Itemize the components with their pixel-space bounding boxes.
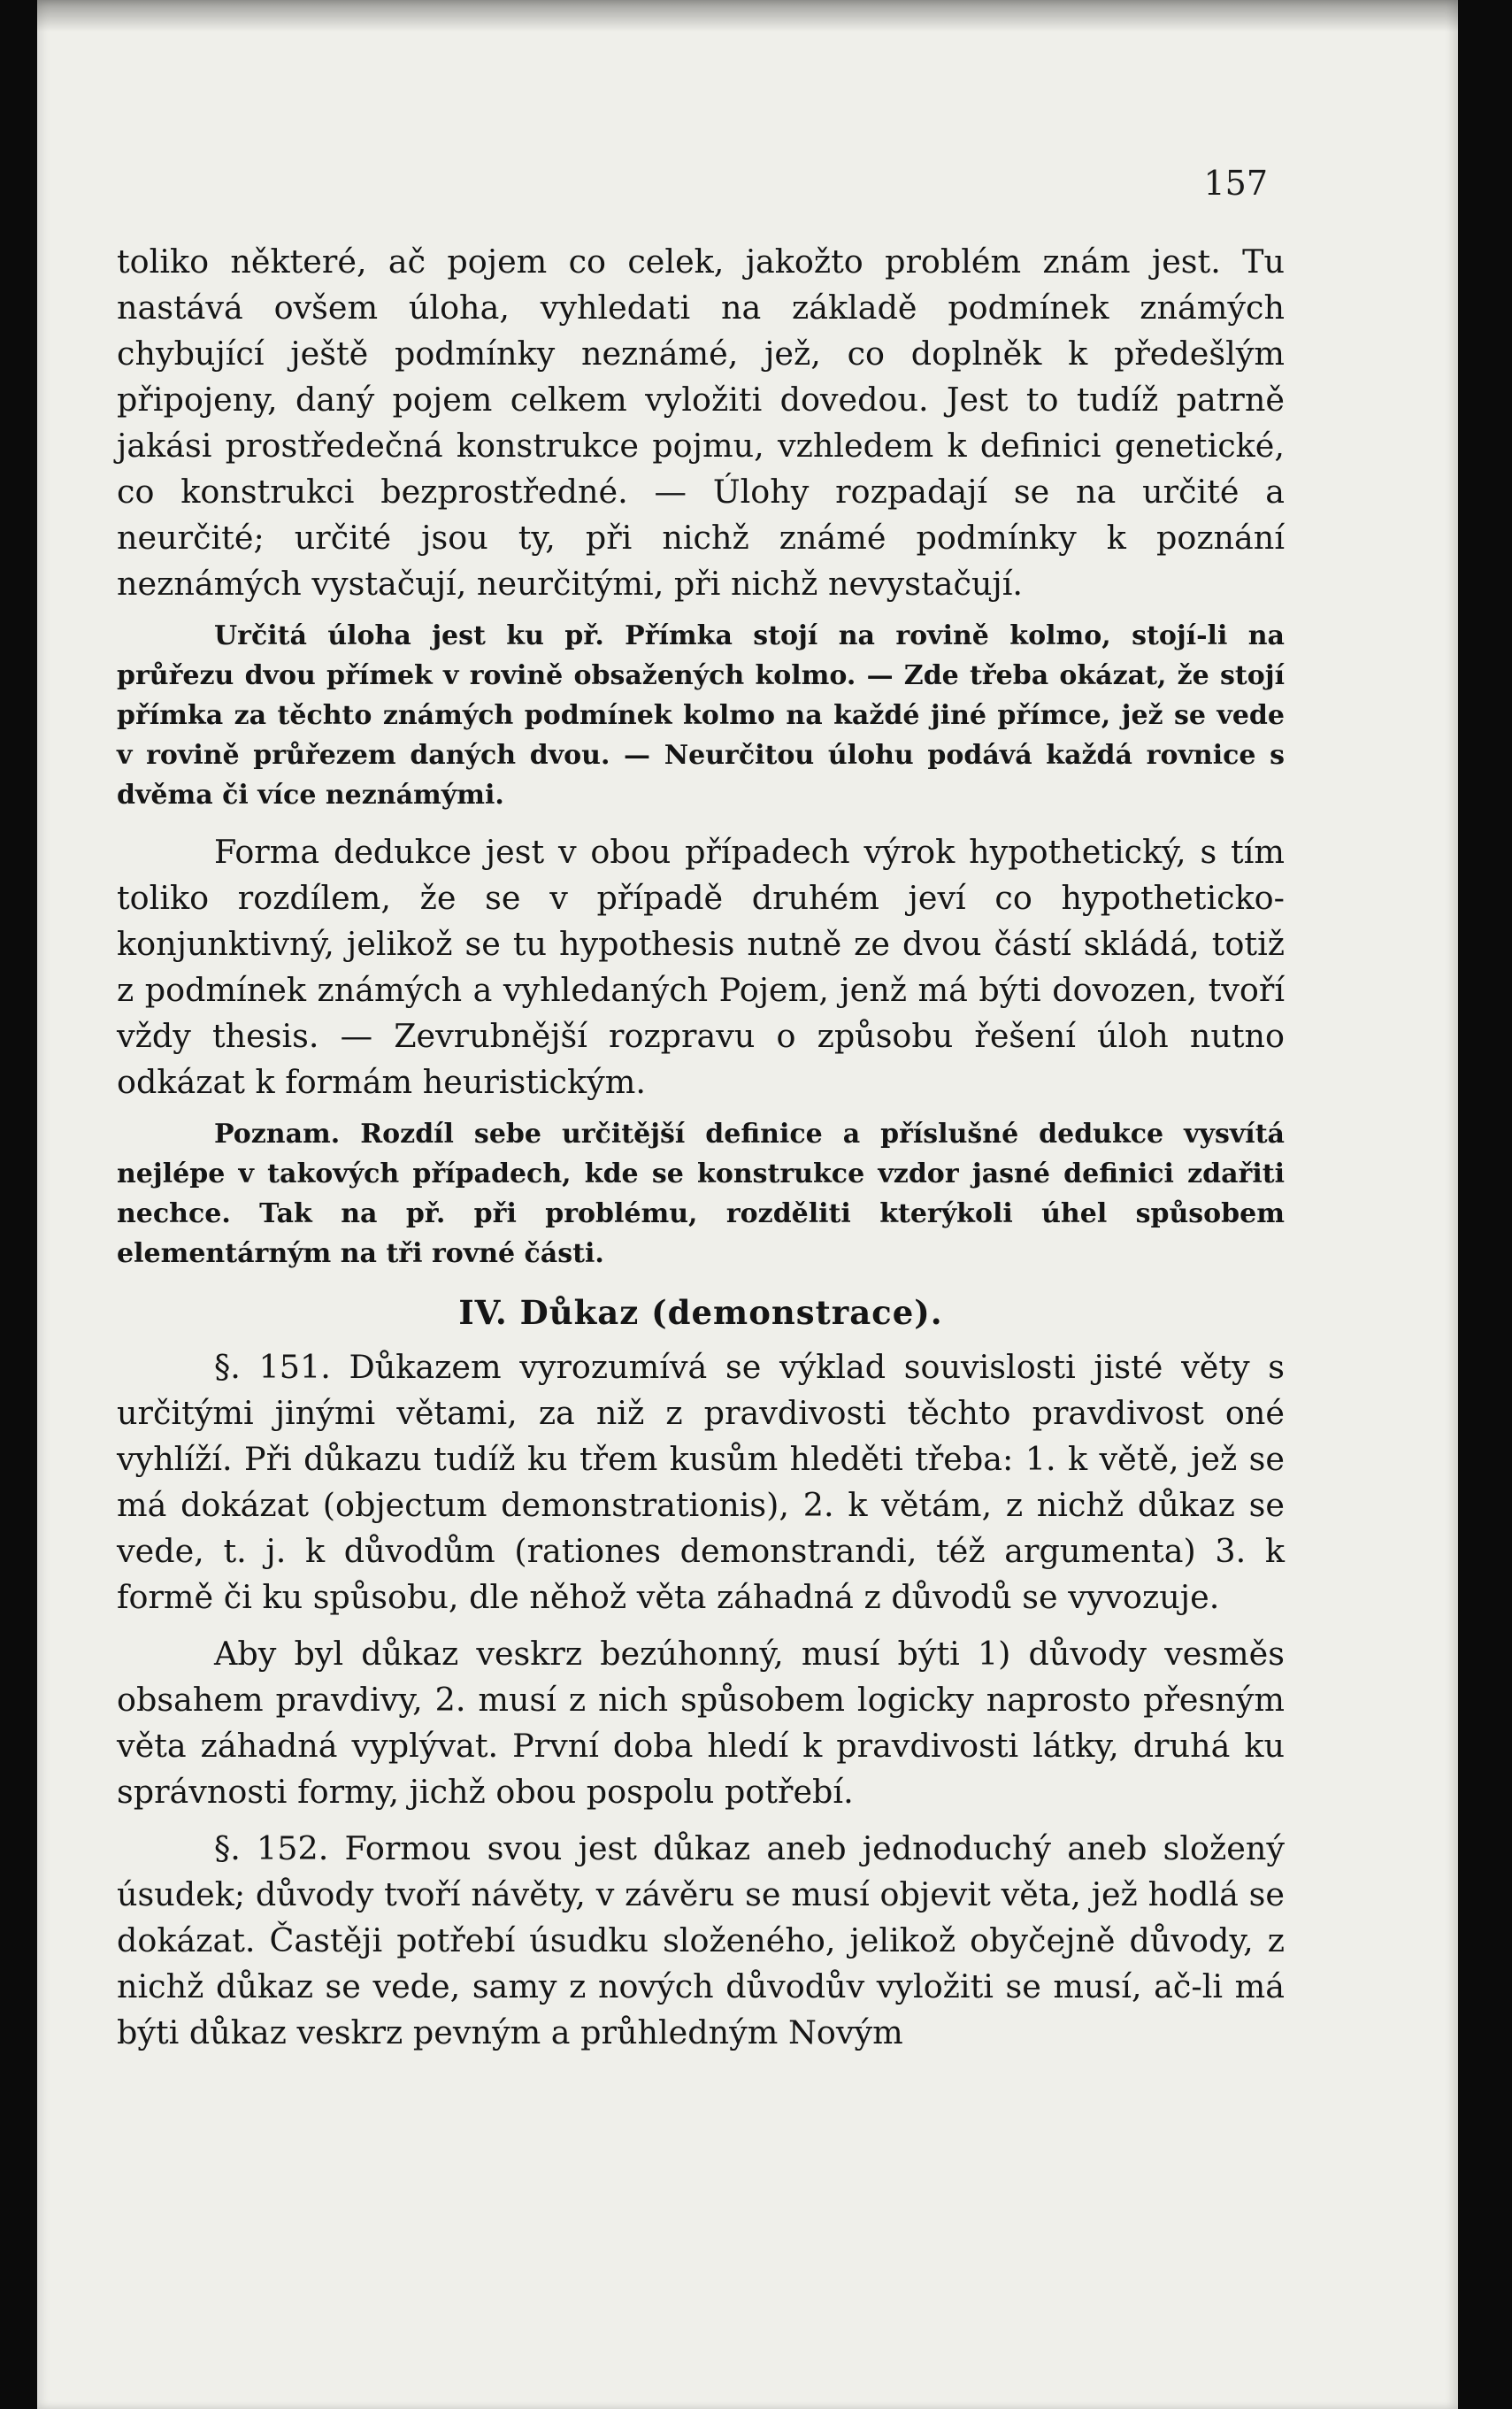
paragraph-section-151: §. 151. Důkazem vyrozumívá se výklad souvislosti jisté věty s určitými jinými větami, za niž z pravdivosti těchto pravdivost oné vyhlíží. Při důkazu tudíž ku třem kusům hleděti třeba: 1. k větě, jež se má dokázat (objectum demonstrationis), 2. k větám, z nichž důkaz se vede, t. j. k důvodům (rationes demonstrandi, též argumenta) 3. k formě či ku spůsobu, dle něhož věta záhadná z důvodů se vyvozuje. (117, 1348, 1285, 1616)
page-body (117, 239, 1285, 2056)
page-number: 157 (1203, 164, 1268, 203)
paragraph-problem-intro: toliko některé, ač pojem co celek, jakožto problém znám jest. Tu nastává ovšem úloha, vyhledati na základě podmínek známých chybující ještě podmínky neznámé, jež, co doplněk k předešlým připojeny, daný pojem celkem vyložiti dovedou. Jest to tudíž patrně jakási prostředečná konstrukce pojmu, vzhledem k definici genetické, co konstrukci bezprostředné. — Úlohy rozpadají se na určité a neurčité; určité jsou ty, při nichž známé podmínky k poznání neznámých vystačují, neurčitými, při nichž nevystačují. (117, 242, 1285, 603)
note-determinate-problem: Určitá úloha jest ku př. Přímka stojí na rovině kolmo, stojí-li na průřezu dvou přímek v rovině obsažených kolmo. — Zde třeba okázat, že stojí přímka za těchto známých podmínek kolmo na každé jiné přímce, jež se vede v rovině průřezem daných dvou. — Neurčitou úlohu podává každá rovnice s dvěma či více neznámými. (117, 620, 1285, 811)
paragraph-form-of-deduction: Forma dedukce jest v obou případech výrok hypothetický, s tím toliko rozdílem, že se v případě druhém jeví co hypotheticko-konjunktivný, jelikož se tu hypothesis nutně ze dvou částí skládá, totiž z podmínek známých a vyhledaných Pojem, jenž má býti dovozen, tvoří vždy thesis. — Zevrubnější rozpravu o způsobu řešení úloh nutno odkázat k formám heuristickým. (117, 833, 1285, 1101)
note-remark: Poznam. Rozdíl sebe určitější definice a příslušné dedukce vysvítá nejlépe v takových případech, kde se konstrukce vzdor jasné definici zdařiti nechce. Tak na př. při problému, rozděliti kterýkoli úhel spůsobem elementárným na tři rovné části. (117, 1119, 1285, 1269)
paragraph-flawless-proof: Aby byl důkaz veskrz bezúhonný, musí býti 1) důvody vesměs obsahem pravdivy, 2. musí z nich spůsobem logicky naprosto přesným věta záhadná vyplývat. První doba hledí k pravdivosti látky, druhá ku správnosti formy, jichž obou pospolu potřebí. (117, 1635, 1285, 1811)
book-page (37, 0, 1458, 2409)
top-edge-shadow (37, 0, 1458, 32)
paragraph-section-152: §. 152. Formou svou jest důkaz aneb jednoduchý aneb složený úsudek; důvody tvoří návěty, v závěru se musí objevit věta, jež hodlá se dokázat. Častěji potřebí úsudku složeného, jelikož obyčejně důvody, z nichž důkaz se vede, samy z nových důvodův vyložiti se musí, ač-li má býti důkaz veskrz pevným a průhledným Novým (117, 1829, 1285, 2051)
section-heading: IV. Důkaz (demonstrace). (458, 1293, 943, 1332)
